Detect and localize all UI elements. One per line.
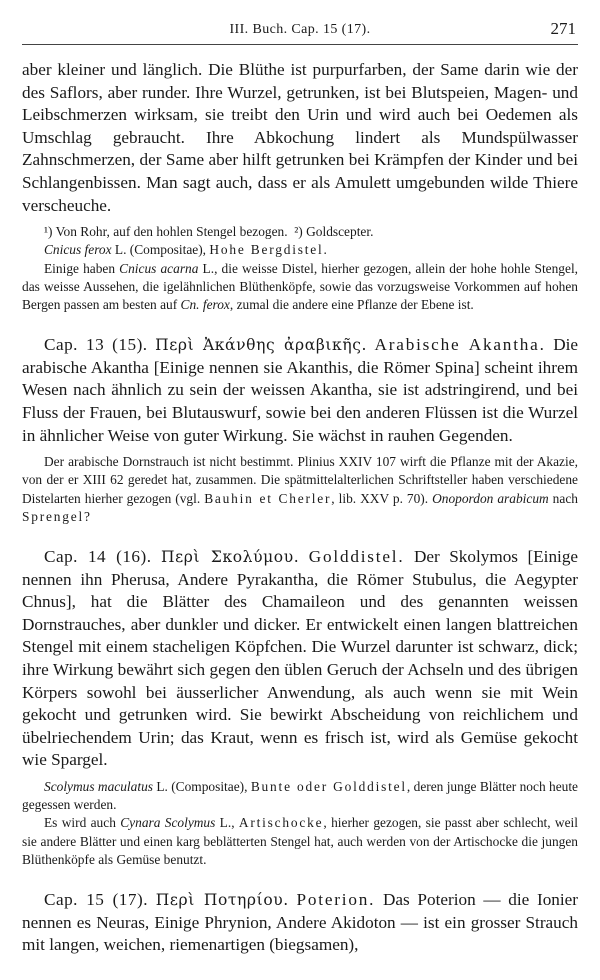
species-common-name: Hohe Bergdistel. — [209, 242, 329, 258]
remark-note — [22, 260, 578, 315]
ch14-note2-text-a: Es wird auch — [44, 815, 121, 831]
ch13-note-author-2: Sprengel — [22, 508, 84, 524]
ch14-note1-text-b: , deren junge Blätter noch heute gegessen werden. — [22, 778, 578, 813]
ch14-note2-text-c: , hierher gezogen, sie passt aber schlecht, weil sie andere Blätter und einen karg beblätterten Stengel hat, auch werden von der Artischocke die jungen Blüthenköpfe als Gemüse benutzt. — [22, 815, 578, 867]
ch14-note1-common: Bunte oder Golddistel — [250, 778, 407, 794]
chapter-13-greek-title: Περὶ Ἀκάνθης ἀραβικῆς. — [155, 336, 368, 355]
remark-text-b: L., die weisse Distel, hierher gezogen, allein der hohe hohle Stengel, das weisse Aussehen, die igelähnlichen Blüthenköpfe, sowie das vorzugsweise Vorkommen auf hohen Bergen passen am besten auf — [22, 260, 579, 312]
ch14-note1-latin: Scolymus maculatus — [44, 778, 153, 794]
chapter-13-text: Die arabische Akantha [Einige nennen sie Akanthis, die Römer Spina] scheint ihrem Wesen nach ähnlich zu sein der weissen Akantha, sie ist adstringirend, und bei Fluss der Frauen, bei Blutauswurf, sowie bei den anderen Flüssen ist die Wurzel in ähnlicher Weise von guter Wirkung. Sie wächst in rauhen Gegenden. — [22, 335, 579, 445]
ch14-note1-text-a: L. (Compositae), — [152, 778, 251, 794]
chapter-13-note — [22, 453, 578, 526]
chapter-15-paragraph — [22, 889, 578, 957]
chapter-14-note-2 — [22, 814, 578, 869]
running-head: III. Buch. Cap. 15 (17). — [229, 22, 371, 37]
chapter-15 — [22, 889, 578, 957]
remark-text-c: , zumal die andere eine Pflanze der Ebene ist. — [229, 296, 474, 312]
ch13-note-latin: Onopordon arabicum — [432, 490, 549, 506]
chapter-13 — [22, 334, 578, 526]
ch13-note-text-a: Der arabische Dornstrauch ist nicht bestimmt. Plinius XXIV 107 wirft die Pflanze mit der Akazie, von der er XIII 62 geredet hat, zusammen. Die spätmittelalterlichen Schriftsteller haben verschiedene Distelarten hierher gezogen (vgl. — [22, 454, 578, 506]
intro-notes — [22, 223, 578, 314]
ch13-note-text-c: nach — [548, 490, 578, 506]
chapter-15-title: Poterion. — [296, 889, 376, 909]
chapter-14-number: Cap. 14 (16). — [44, 546, 152, 566]
chapter-13-number: Cap. 13 (15). — [44, 335, 148, 355]
chapter-14-notes — [22, 778, 578, 869]
chapter-15-text: Das Poterion — die Ionier nennen es Neuras, Einige Phrynion, Andere Akidoton — ist ein grosser Strauch mit langen, weichen, riemenartigen (biegsamen), — [22, 889, 579, 955]
chapter-14-greek-title: Περὶ Σκολύμου. — [161, 547, 300, 566]
ch14-note2-latin: Cynara Scolymus — [120, 815, 216, 831]
intro-paragraph: aber kleiner und länglich. Die Blüthe ist purpurfarben, der Same darin wie der des Saflors, aber runder. Ihre Wurzel, getrunken, ist bei Blutspeien, Magen- und Leibschmerzen wirksam, sie treibt den Urin und wird auch bei Oedemen als Umschlag gebraucht. Ihre Abkochung lindert als Mundspülwasser Zahnschmerzen, der Same aber hilft getrunken bei Krämpfen der Kinder und bei Schlangenbissen. Man sagt auch, dass er als Amulett umgebunden wilde Thiere verscheuche. — [22, 60, 578, 215]
chapter-14-title: Golddistel. — [308, 546, 405, 566]
ch13-note-authors: Bauhin et Cherler — [204, 490, 332, 506]
ch14-note2-common: Artischocke — [238, 815, 324, 831]
species-latin-name: Cnicus ferox — [44, 242, 112, 258]
ch13-note-text-d: ? — [84, 508, 90, 524]
chapter-14 — [22, 546, 578, 869]
remark-text-a: Einige haben — [44, 260, 120, 276]
chapter-13-paragraph — [22, 334, 578, 447]
chapter-14-text: Der Skolymos [Einige nennen ihn Pherusa, Andere Pyrakantha, die Römer Stubulus, die Aegypter Chnus], hat die Blätter des Chamaileon und des genannten weissen Dornstrauches, aber dunkler und dicker. Er entwickelt einen langen blattreichen Stengel mit einem stacheligen Köpfchen. Die Wurzel darunter ist schwarz, dick; ihre Wirkung bewährt sich gegen den üblen Geruch der Achseln und des übrigen Körpers sowohl bei äusserlicher Anwendung, als auch wenn sie mit Wein gekocht und getrunken wird. Sie bewirkt Abscheidung von reichlichem und übelriechendem Urin; das Kraut, wenn es frisch ist, wird als Gemüse gekocht wie Spargel. — [22, 546, 579, 770]
species-note-text: L. (Compositae), — [111, 242, 210, 258]
chapter-13-title: Arabische Akantha. — [374, 335, 546, 355]
remark-latin-name: Cnicus acarna — [119, 260, 199, 276]
remark-latin-name-2: Cn. ferox — [180, 296, 230, 312]
chapter-15-number: Cap. 15 (17). — [44, 889, 149, 909]
footnote-1: ¹) Von Rohr, auf den hohlen Stengel bezogen. — [44, 224, 288, 240]
species-note — [22, 241, 578, 259]
chapter-15-greek-title: Περὶ Ποτηρίου. — [155, 890, 289, 909]
ch14-note2-text-b: L., — [215, 815, 239, 831]
page-header — [22, 18, 578, 45]
ch13-note-text-b: , lib. XXV p. 70). — [331, 490, 433, 506]
footnotes — [22, 223, 578, 241]
chapter-13-notes — [22, 453, 578, 526]
footnote-2: ²) Goldscepter. — [294, 224, 374, 240]
page-number: 271 — [550, 19, 576, 38]
chapter-14-paragraph — [22, 546, 578, 772]
book-page — [22, 18, 578, 957]
chapter-14-note-1 — [22, 778, 578, 814]
